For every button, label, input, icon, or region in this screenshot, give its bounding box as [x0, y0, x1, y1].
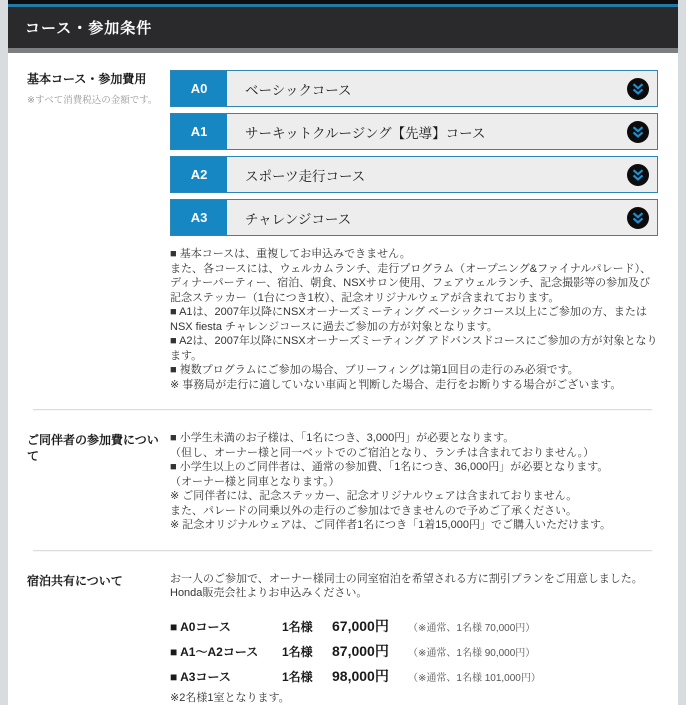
basic-courses-label: 基本コース・参加費用	[27, 72, 170, 88]
note-line: ※ ご同伴者には、記念ステッカー、記念オリジナルウェアは含まれておりません。	[170, 489, 658, 504]
course-name: サーキットクルージング【先導】コース	[227, 114, 627, 149]
lodging-share-text	[170, 572, 658, 705]
note-line: ■ A1は、2007年以降にNSXオーナーズミーティング ベーシックコース以上にご参加の方、またはNSX fiesta チャレンジコースに過去ご参加の方が対象となります。	[170, 305, 658, 334]
note-line: また、パレードの同乗以外の走行のご参加はできませんので予めご了承ください。	[170, 504, 658, 519]
basic-courses-notes	[170, 247, 658, 392]
course-code-badge: A2	[171, 157, 227, 192]
course-name: スポーツ走行コース	[227, 157, 627, 192]
lodging-price-table	[170, 616, 658, 686]
note-line: （オーナー様と同車となります。）	[170, 475, 658, 490]
price-course: ■ A3コース	[170, 668, 282, 685]
basic-courses-left-col	[27, 70, 170, 392]
tax-included-note: ※すべて消費税込の金額です。	[27, 92, 170, 106]
section-divider	[33, 550, 652, 551]
price-row-a0	[170, 616, 658, 636]
price-course: ■ A0コース	[170, 618, 282, 635]
basic-courses-right-col	[170, 70, 658, 392]
note-line: （但し、オーナー様と同一ベットでのご宿泊となり、ランチは含まれておりません。）	[170, 446, 658, 461]
companion-fees-label: ご同伴者の参加費について	[27, 433, 170, 464]
price-value: 98,000円	[332, 666, 408, 686]
note-line: お一人のご参加で、オーナー様同士の同室宿泊を希望される方に割引プランをご用意しました。	[170, 572, 658, 587]
companion-fees-left-col	[27, 431, 170, 533]
course-accordion-a1[interactable]	[170, 113, 658, 150]
double-chevron-down-icon	[627, 200, 657, 235]
price-regular-note: （※通常、1名様 90,000円）	[408, 644, 535, 659]
price-unit: 1名様	[282, 668, 332, 685]
note-line: ■ 小学生未満のお子様は、「1名につき、3,000円」が必要となります。	[170, 431, 658, 446]
price-unit: 1名様	[282, 643, 332, 660]
note-line: ■ 小学生以上のご同伴者は、通常の参加費、「1名につき、36,000円」が必要となります。	[170, 460, 658, 475]
course-code-badge: A3	[171, 200, 227, 235]
page-header	[8, 0, 678, 53]
course-name: ベーシックコース	[227, 71, 627, 106]
note-line: Honda販売会社よりお申込みください。	[170, 586, 658, 601]
cutoff-note-line: ※2名様1室となります。	[170, 691, 658, 705]
course-code-badge: A0	[171, 71, 227, 106]
price-value: 87,000円	[332, 641, 408, 661]
companion-fees-section	[27, 431, 658, 533]
note-line: ※ 事務局が走行に適していない車両と判断した場合、走行をお断りする場合がございます。	[170, 378, 658, 393]
companion-fees-text	[170, 431, 658, 533]
lodging-share-label: 宿泊共有について	[27, 574, 170, 590]
price-row-a1-a2	[170, 641, 658, 661]
course-accordion-a2[interactable]	[170, 156, 658, 193]
course-name: チャレンジコース	[227, 200, 627, 235]
content-area	[8, 53, 678, 705]
note-line: ■ 基本コースは、重複してお申込みできません。	[170, 247, 658, 262]
page-title: コース・参加条件	[25, 17, 152, 38]
double-chevron-down-icon	[627, 157, 657, 192]
course-code-badge: A1	[171, 114, 227, 149]
price-regular-note: （※通常、1名様 101,000円）	[408, 669, 541, 684]
price-row-a3	[170, 666, 658, 686]
note-line: ■ A2は、2007年以降にNSXオーナーズミーティング アドバンスドコースにご参加の方が対象となります。	[170, 334, 658, 363]
basic-courses-section	[27, 70, 658, 392]
price-regular-note: （※通常、1名様 70,000円）	[408, 619, 535, 634]
course-accordion-a3[interactable]	[170, 199, 658, 236]
price-value: 67,000円	[332, 616, 408, 636]
note-line: ※ 記念オリジナルウェアは、ご同伴者1名につき「1着15,000円」でご購入いただけます。	[170, 518, 658, 533]
header-bar	[8, 7, 678, 48]
double-chevron-down-icon	[627, 71, 657, 106]
lodging-share-section	[27, 572, 658, 705]
course-accordion-a0[interactable]	[170, 70, 658, 107]
lodging-share-left-col	[27, 572, 170, 705]
note-line: また、各コースには、ウェルカムランチ、走行プログラム（オープニング&ファイナルパレード）、ディナーパーティー、宿泊、朝食、NSXサロン使用、フェアウェルランチ、記念撮影等の参加及び記念ステッカー（1台につき1枚）、記念オリジナルウェアが含まれております。	[170, 262, 658, 306]
double-chevron-down-icon	[627, 114, 657, 149]
price-unit: 1名様	[282, 618, 332, 635]
price-course: ■ A1～A2コース	[170, 643, 282, 660]
section-divider	[33, 409, 652, 410]
note-line: ■ 複数プログラムにご参加の場合、ブリーフィングは第1回目の走行のみ必須です。	[170, 363, 658, 378]
